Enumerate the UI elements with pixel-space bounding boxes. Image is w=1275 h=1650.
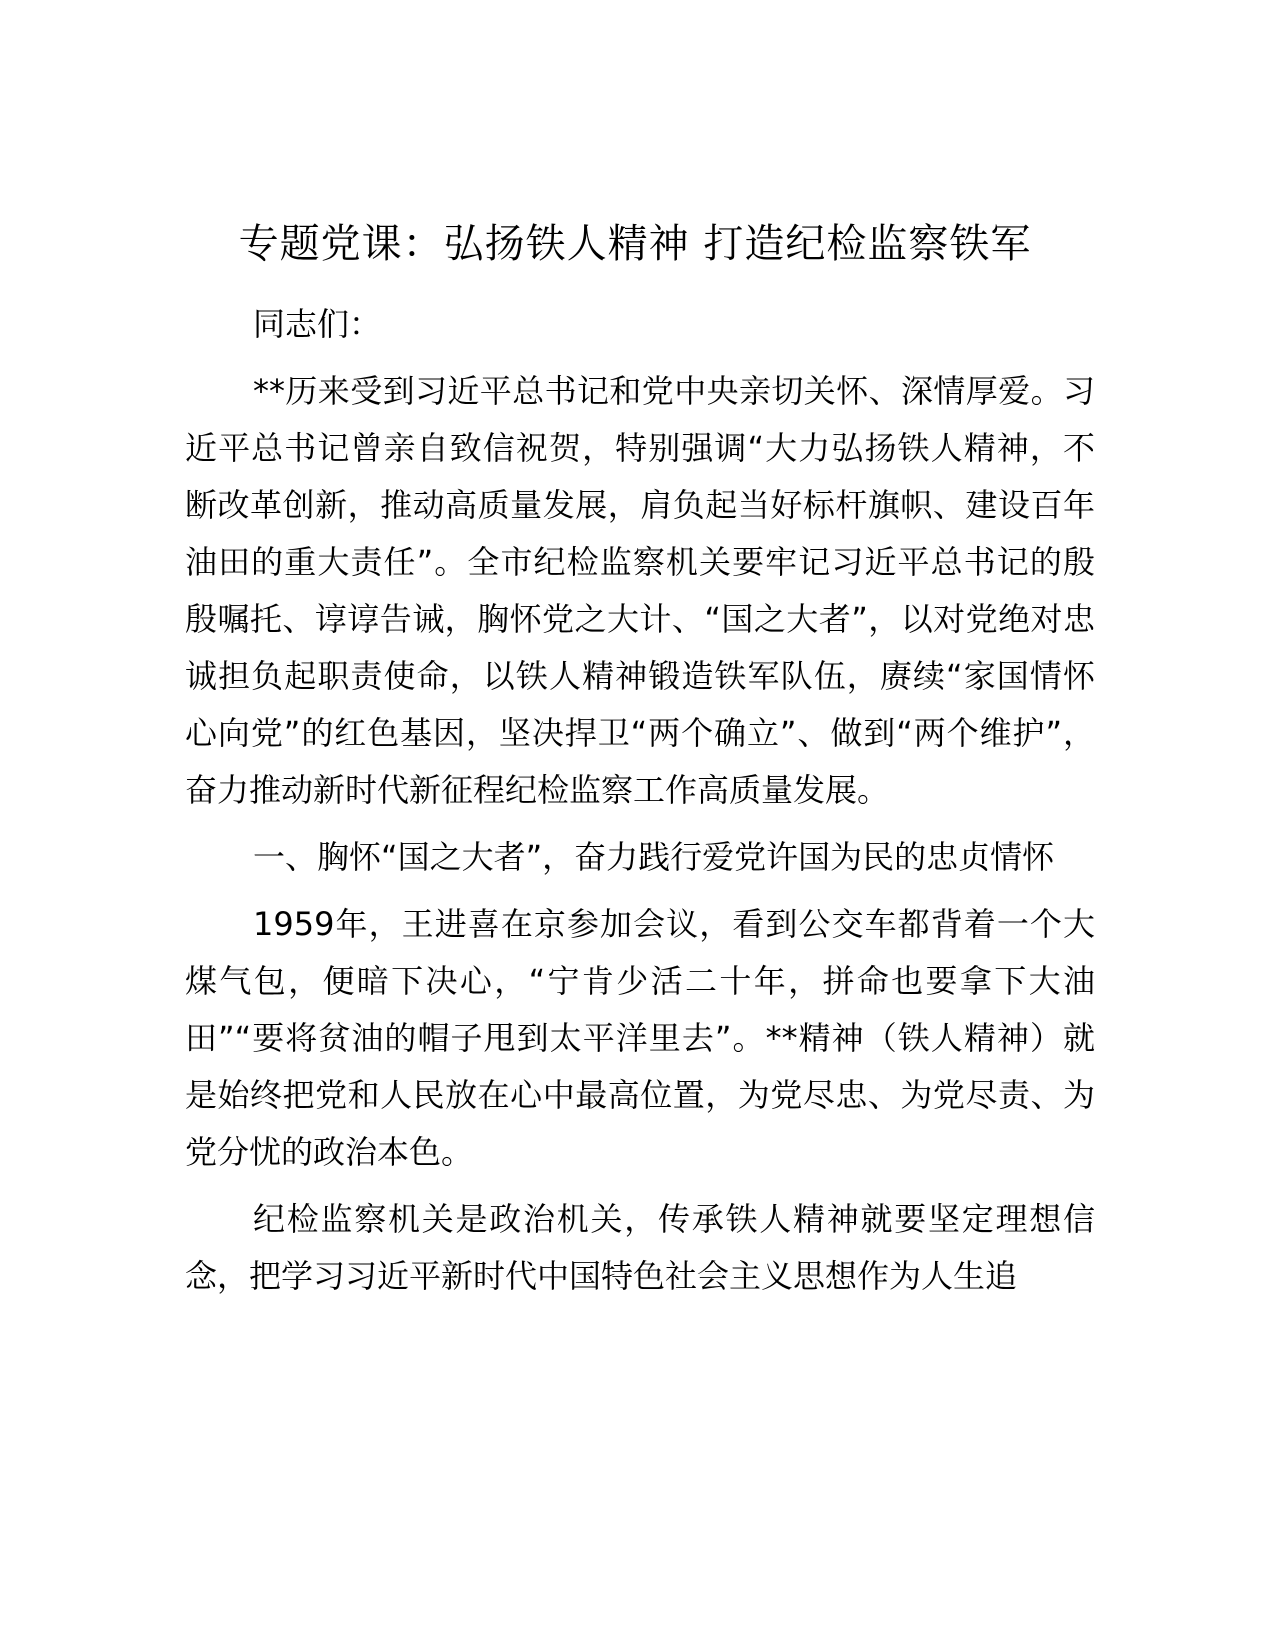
- salutation: 同志们：: [253, 305, 382, 343]
- section-heading-1: 一、胸怀“国之大者”，奋力践行爱党许国为民的忠贞情怀: [253, 838, 1055, 876]
- document-body: [185, 296, 1095, 1315]
- paragraph-intro: **历来受到习近平总书记和党中央亲切关怀、深情厚爱。习近平总书记曾亲自致信祝贺，特别强调“大力弘扬铁人精神，不断改革创新，推动高质量发展，肩负起当好标杆旗帜、建设百年油田的重大责任”。全市纪检监察机关要牢记习近平总书记的殷殷嘱托、谆谆告诫，胸怀党之大计、“国之大者”，以对党绝对忠诚担负起职责使命，以铁人精神锻造铁军队伍，赓续“家国情怀心向党”的红色基因，坚决捍卫“两个确立”、做到“两个维护”，奋力推动新时代新征程纪检监察工作高质量发展。: [185, 372, 1095, 809]
- paragraph-1959: 1959年，王进喜在京参加会议，看到公交车都背着一个大煤气包，便暗下决心，“宁肯少活二十年，拼命也要拿下大油田”“要将贫油的帽子甩到太平洋里去”。**精神（铁人精神）就是始终把党和人民放在心中最高位置，为党尽忠、为党尽责、为党分忧的政治本色。: [185, 905, 1095, 1171]
- document-title: 专题党课：弘扬铁人精神 打造纪检监察铁军: [238, 221, 1032, 267]
- paragraph-political-organ: 纪检监察机关是政治机关，传承铁人精神就要坚定理想信念，把学习习近平新时代中国特色社会主义思想作为人生追: [185, 1200, 1095, 1295]
